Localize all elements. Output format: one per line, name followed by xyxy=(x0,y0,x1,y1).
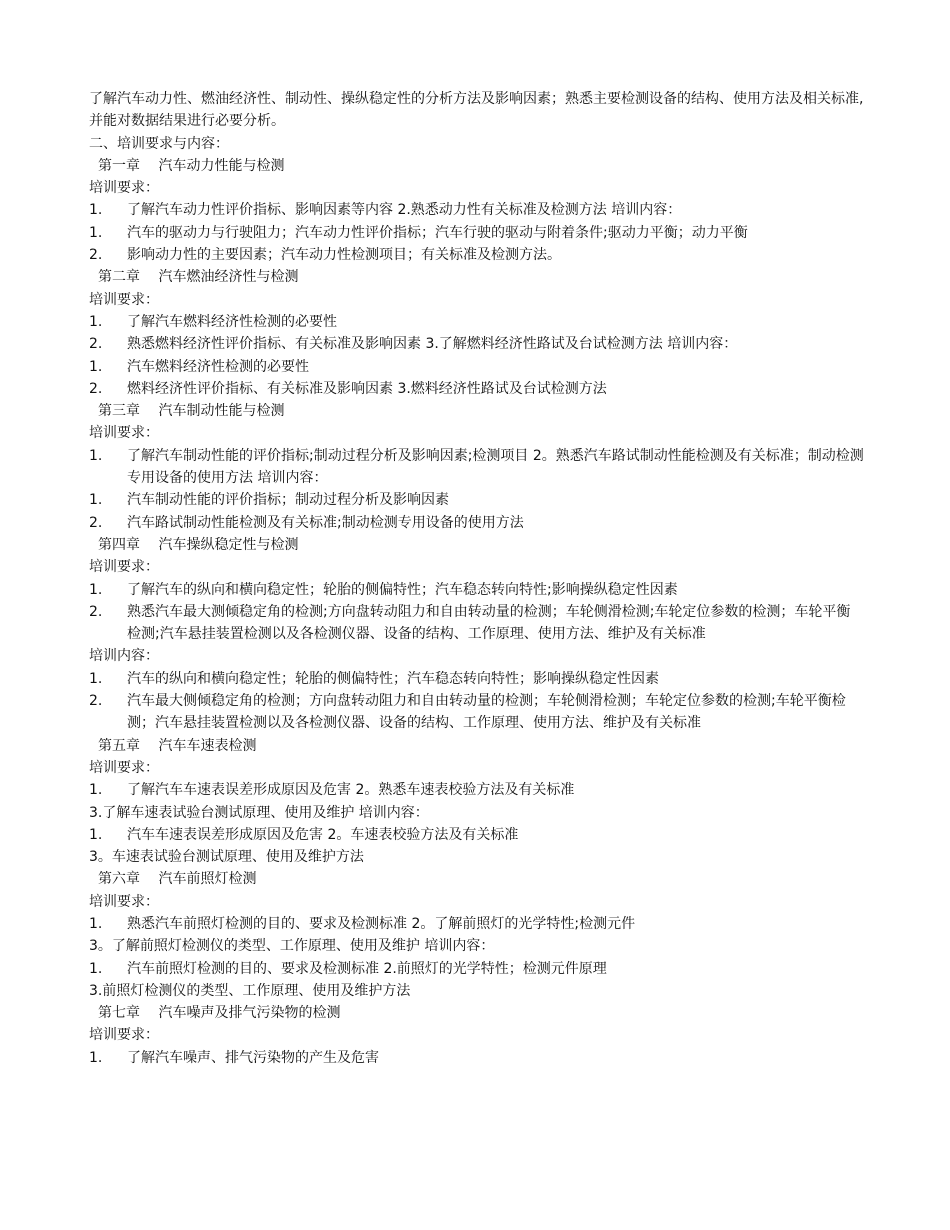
list-item-text: 汽车前照灯检测的目的、要求及检测标准 2.前照灯的光学特性；检测元件原理 xyxy=(127,960,607,977)
list-item-number: 1. xyxy=(89,581,103,598)
chapter-title: 第二章 汽车燃油经济性与检测 xyxy=(98,269,299,286)
list-item xyxy=(89,913,864,935)
chapter-title: 第五章 汽车车速表检测 xyxy=(98,737,257,754)
list-item-number: 1. xyxy=(89,826,103,843)
list-item-number: 1. xyxy=(89,915,103,932)
list-item-number: 1. xyxy=(89,224,103,241)
list-item-number: 1. xyxy=(89,358,103,375)
list-item-number: 2. xyxy=(89,247,103,264)
chapter-title: 第六章 汽车前照灯检测 xyxy=(98,871,257,888)
section-label: 培训要求： xyxy=(89,759,159,776)
list-item-text: 熟悉汽车最大测倾稳定角的检测;方向盘转动阻力和自由转动量的检测；车轮侧滑检测;车轮定位参数的检测；车轮平衡检测;汽车悬挂装置检测以及各检测仪器、设备的结构、工作原理、使用方法、维护及有关标准 xyxy=(127,603,851,643)
list-item-text: 了解汽车动力性评价指标、影响因素等内容 2.熟悉动力性有关标准及检测方法 培训内容： xyxy=(127,202,682,219)
list-item-number: 2. xyxy=(89,380,103,397)
list-item-number: 1. xyxy=(89,447,103,464)
list-item xyxy=(89,1047,864,1069)
list-item xyxy=(89,668,864,690)
text-line: 3。了解前照灯检测仪的类型、工作原理、使用及维护 培训内容： xyxy=(89,938,495,955)
list-item-text: 熟悉汽车前照灯检测的目的、要求及检测标准 2。了解前照灯的光学特性;检测元件 xyxy=(127,915,636,932)
section-title: 二、培训要求与内容： xyxy=(89,135,229,152)
list-item-text: 了解汽车制动性能的评价指标;制动过程分析及影响因素;检测项目 2。熟悉汽车路试制动性能检测及有关标准；制动检测专用设备的使用方法 培训内容： xyxy=(127,447,864,487)
list-item-text: 影响动力性的主要因素；汽车动力性检测项目；有关标准及检测方法。 xyxy=(127,247,561,264)
list-item-text: 燃料经济性评价指标、有关标准及影响因素 3.燃料经济性路试及台试检测方法 xyxy=(127,380,607,397)
list-item-text: 了解汽车燃料经济性检测的必要性 xyxy=(127,313,337,330)
list-item-text: 熟悉燃料经济性评价指标、有关标准及影响因素 3.了解燃料经济性路试及台试检测方法 培训内容： xyxy=(127,336,738,353)
list-item-number: 1. xyxy=(89,313,103,330)
list-item-number: 2. xyxy=(89,693,103,710)
list-item-number: 1. xyxy=(89,1049,103,1066)
list-item-text: 汽车车速表误差形成原因及危害 2。车速表校验方法及有关标准 xyxy=(127,826,519,843)
list-item-text: 汽车燃料经济性检测的必要性 xyxy=(127,358,309,375)
list-item xyxy=(89,824,864,846)
section-label: 培训内容： xyxy=(89,648,159,665)
chapter-list xyxy=(89,155,864,1069)
chapter-title: 第三章 汽车制动性能与检测 xyxy=(98,403,285,420)
list-item-number: 1. xyxy=(89,670,103,687)
list-item xyxy=(89,222,864,244)
list-item-number: 1. xyxy=(89,782,103,799)
text-line: 3.了解车速表试验台测试原理、使用及维护 培训内容： xyxy=(89,804,429,821)
section-label: 培训要求： xyxy=(89,1027,159,1044)
list-item-text: 了解汽车噪声、排气污染物的产生及危害 xyxy=(127,1049,379,1066)
list-item-text: 汽车最大侧倾稳定角的检测；方向盘转动阻力和自由转动量的检测；车轮侧滑检测；车轮定位参数的检测;车轮平衡检测；汽车悬挂装置检测以及各检测仪器、设备的结构、工作原理、使用方法、维护及有关标准 xyxy=(127,693,846,732)
section-label: 培训要求： xyxy=(89,291,159,308)
list-item-text: 汽车制动性能的评价指标；制动过程分析及影响因素 xyxy=(127,492,449,509)
list-item-number: 1. xyxy=(89,960,103,977)
list-item xyxy=(89,199,864,221)
list-item xyxy=(89,601,864,646)
list-item xyxy=(89,356,864,378)
chapter-title: 第七章 汽车噪声及排气污染物的检测 xyxy=(98,1005,341,1022)
chapter-title: 第一章 汽车动力性能与检测 xyxy=(98,157,285,174)
section-label: 培训要求： xyxy=(89,893,159,910)
list-item-number: 1. xyxy=(89,492,103,509)
list-item xyxy=(89,690,864,735)
list-item xyxy=(89,445,864,490)
text-line: 3。车速表试验台测试原理、使用及维护方法 xyxy=(89,849,364,866)
list-item-number: 1. xyxy=(89,202,103,219)
list-item-text: 了解汽车车速表误差形成原因及危害 2。熟悉车速表校验方法及有关标准 xyxy=(127,782,575,799)
list-item xyxy=(89,489,864,511)
list-item-number: 2. xyxy=(89,336,103,353)
list-item-number: 2. xyxy=(89,603,103,620)
list-item-text: 汽车的驱动力与行驶阻力；汽车动力性评价指标；汽车行驶的驱动与附着条件;驱动力平衡；动力平衡 xyxy=(127,224,748,241)
list-item xyxy=(89,333,864,355)
list-item-text: 汽车路试制动性能检测及有关标准;制动检测专用设备的使用方法 xyxy=(127,514,524,531)
list-item xyxy=(89,958,864,980)
section-label: 培训要求： xyxy=(89,180,159,197)
section-label: 培训要求： xyxy=(89,425,159,442)
intro-paragraph: 了解汽车动力性、燃油经济性、制动性、操纵稳定性的分析方法及影响因素；熟悉主要检测设备的结构、使用方法及相关标准,并能对数据结果进行必要分析。 xyxy=(89,91,864,130)
list-item xyxy=(89,512,864,534)
list-item-text: 了解汽车的纵向和横向稳定性；轮胎的侧偏特性；汽车稳态转向特性;影响操纵稳定性因素 xyxy=(127,581,678,598)
chapter-title: 第四章 汽车操纵稳定性与检测 xyxy=(98,536,299,553)
list-item xyxy=(89,378,864,400)
list-item-text: 汽车的纵向和横向稳定性；轮胎的侧偏特性；汽车稳态转向特性；影响操纵稳定性因素 xyxy=(127,670,659,687)
text-line: 3.前照灯检测仪的类型、工作原理、使用及维护方法 xyxy=(89,982,411,999)
list-item-number: 2. xyxy=(89,514,103,531)
list-item xyxy=(89,244,864,266)
list-item xyxy=(89,311,864,333)
section-label: 培训要求： xyxy=(89,559,159,576)
list-item xyxy=(89,779,864,801)
list-item xyxy=(89,579,864,601)
